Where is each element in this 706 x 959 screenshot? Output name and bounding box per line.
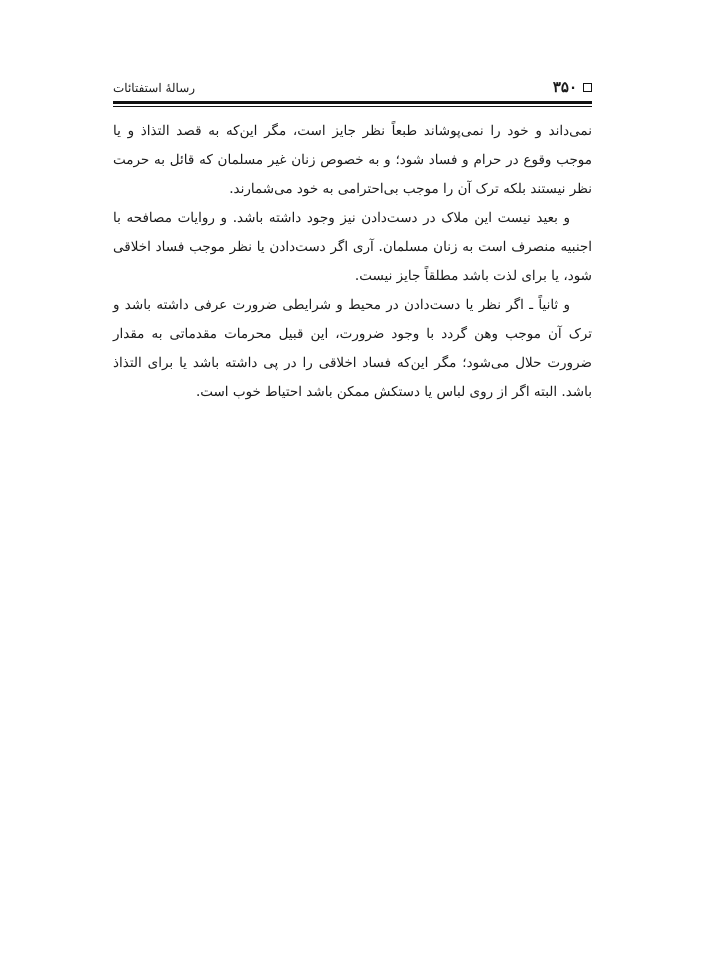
paragraph-1: نمی‌داند و خود را نمی‌پوشاند طبعاً نظر جایز است، مگر این‌که به قصد التذاذ و یا موجب وقوع در حرام و فساد شود؛ و به خصوص زنان غیر مسلمان که قائل به حرمت نظر نیستند بلکه ترک آن را موجب بی‌احترامی به خود می‌شمارند. xyxy=(113,123,592,197)
page-number-group xyxy=(553,78,592,96)
page-header xyxy=(113,78,592,100)
text-body xyxy=(113,117,592,407)
header-rule-thin xyxy=(113,106,592,107)
running-title: رسالهٔ استفتائات xyxy=(113,81,196,95)
paragraph-3: و ثانیاً ـ اگر نظر یا دست‌دادن در محیط و شرایطی ضرورت عرفی داشته باشد و ترک آن موجب وهن گردد با وجود ضرورت، این قبیل محرمات مقدماتی به مقدار ضرورت حلال می‌شود؛ مگر این‌که فساد اخلاقی را در پی داشته باشد یا برای التذاذ باشد. البته اگر از روی لباس یا دستکش ممکن باشد احتیاط خوب است. xyxy=(113,297,592,400)
page-number: ۳۵۰ xyxy=(552,78,577,96)
square-bullet-icon xyxy=(583,83,592,92)
paragraph-2: و بعید نیست این ملاک در دست‌دادن نیز وجود داشته باشد. و روایات مصافحه با اجنبیه منصرف است به زنان مسلمان. آری اگر دست‌دادن یا نظر موجب فساد اخلاقی شود، یا برای لذت باشد مطلقاً جایز نیست. xyxy=(113,210,592,284)
header-rule-thick xyxy=(113,101,592,104)
